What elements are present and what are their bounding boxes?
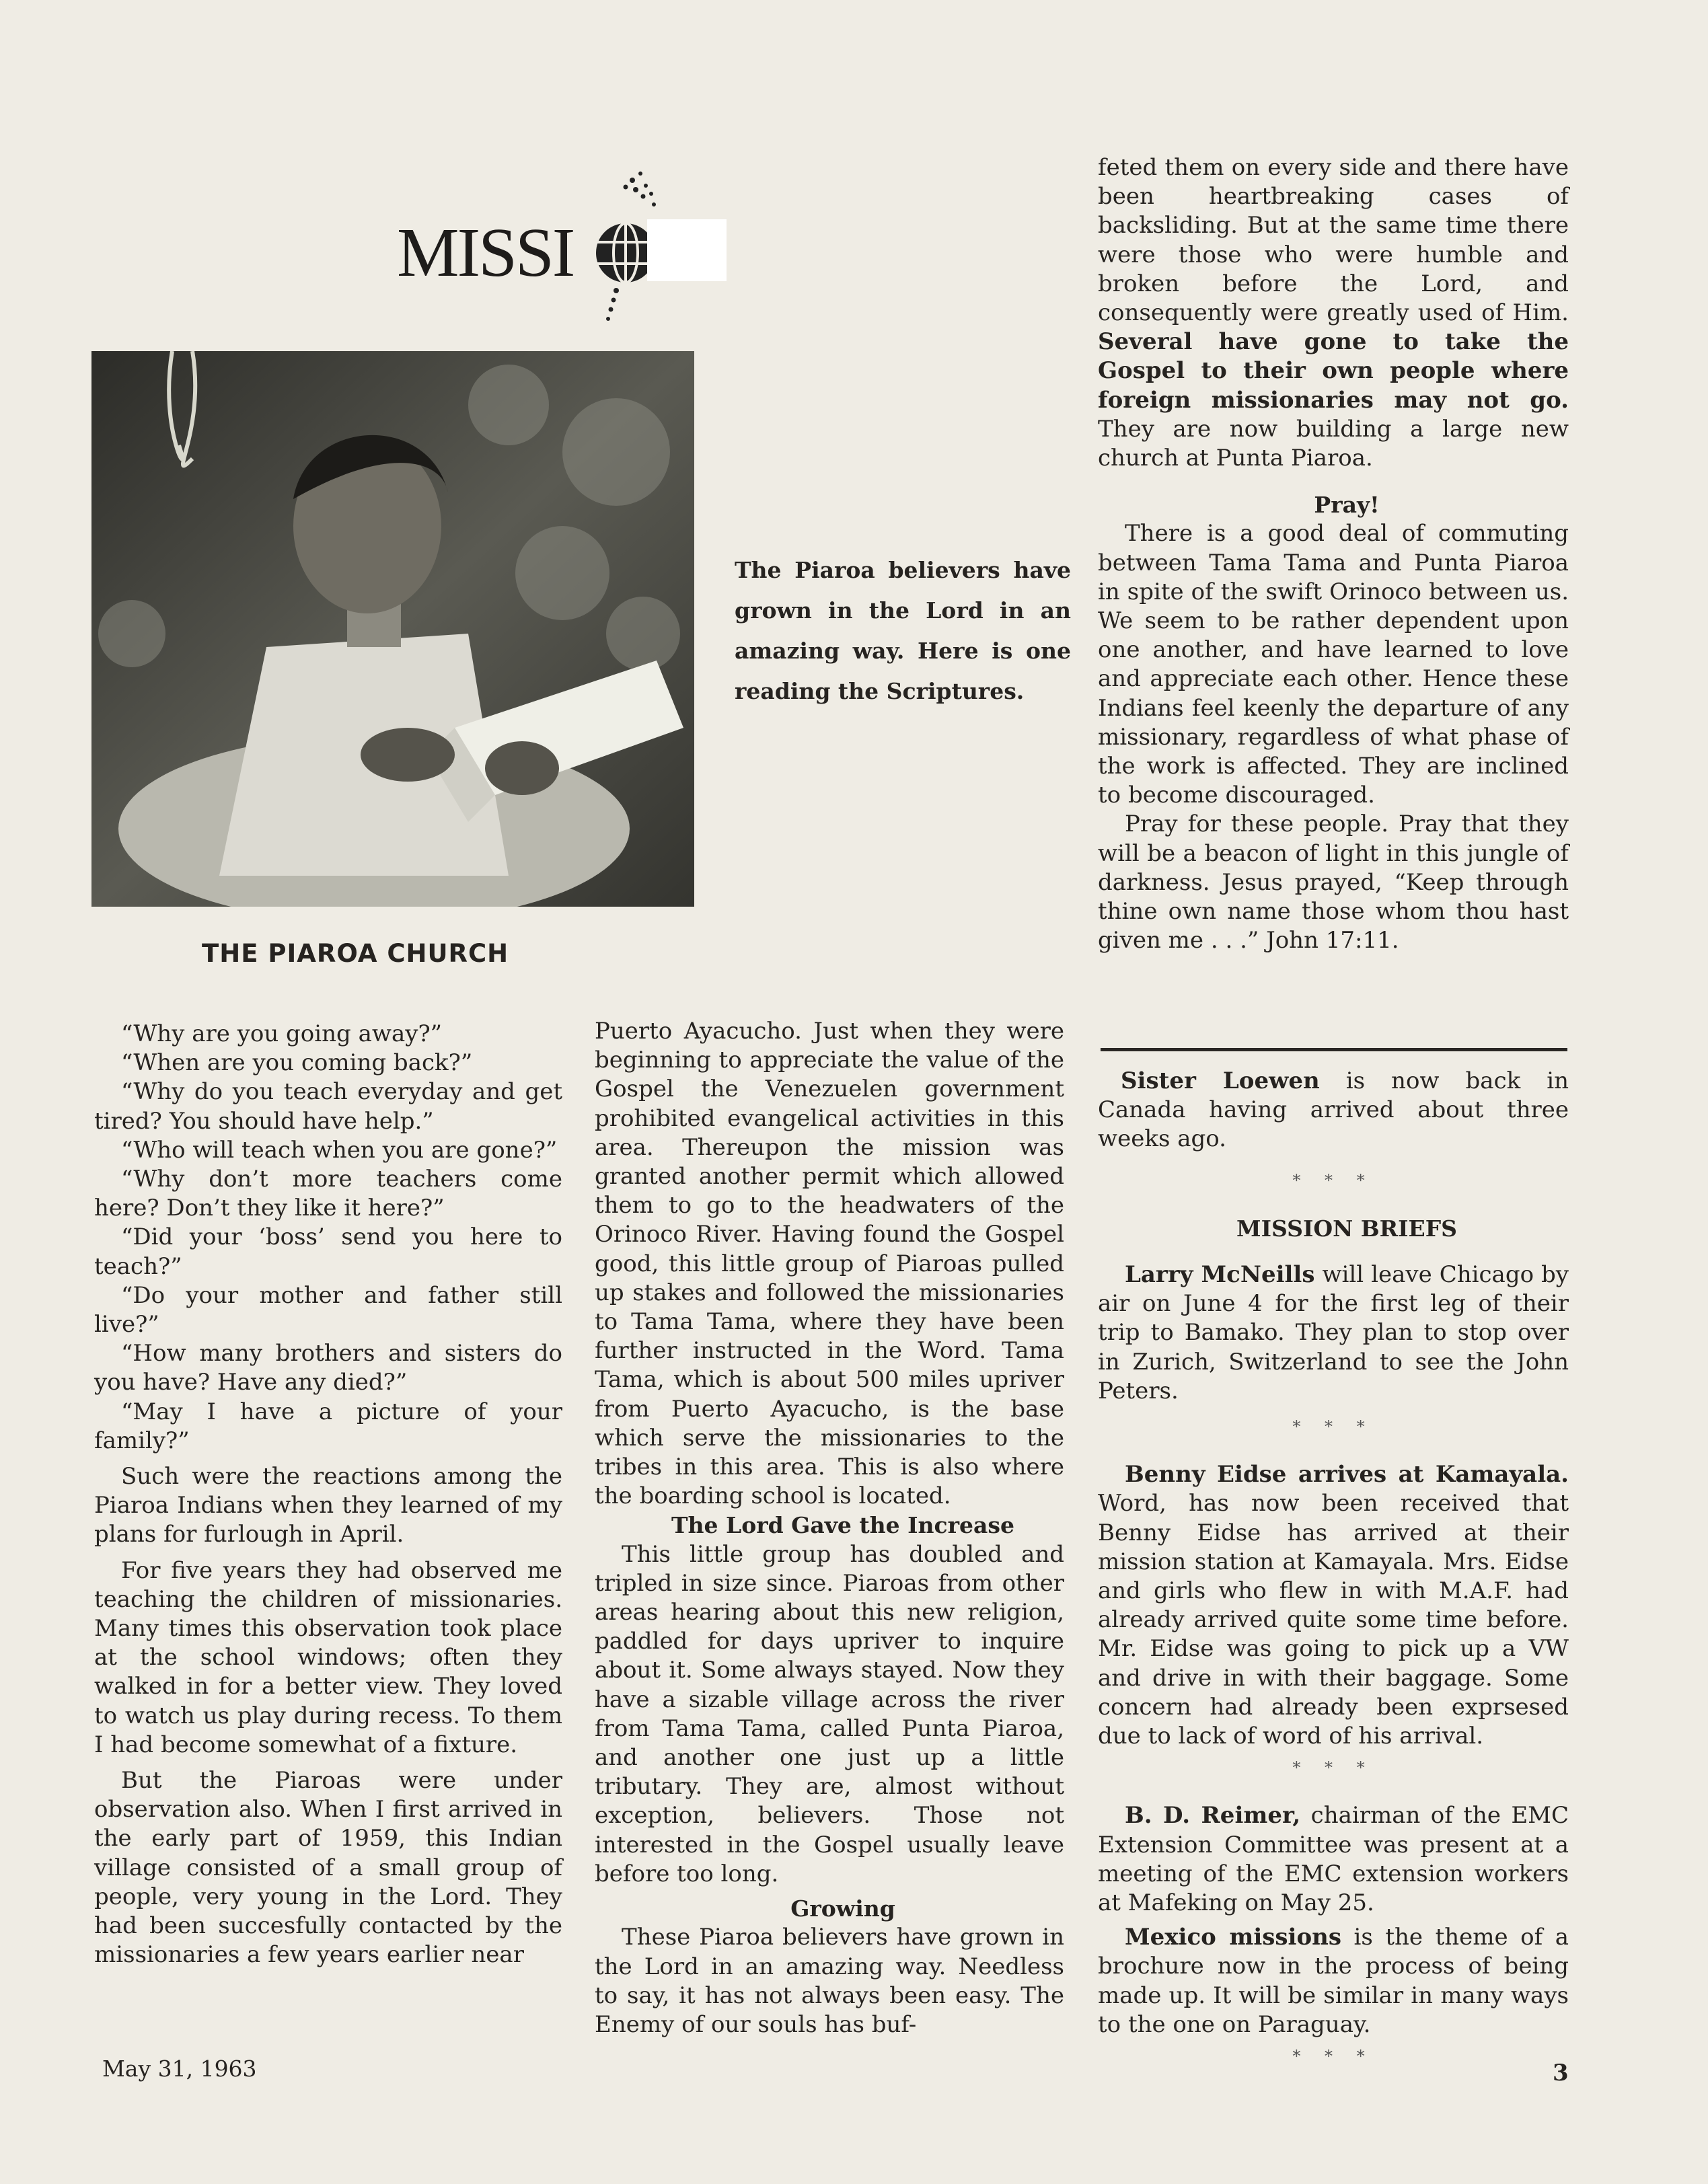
brief-item xyxy=(1098,1923,1569,2039)
brief-name: Mexico missions xyxy=(1125,1924,1342,1951)
brief-item xyxy=(1098,1067,1569,1154)
separator-stars: * * * xyxy=(1292,1417,1374,1437)
brief-item xyxy=(1098,1801,1569,1918)
separator-stars: * * * xyxy=(1292,2047,1374,2066)
paragraph: “Did your ‘boss’ send you here to teach?” xyxy=(94,1223,562,1280)
brief-name: Sister Loewen xyxy=(1121,1067,1320,1094)
subheading: Pray! xyxy=(1314,492,1380,519)
brief-text: is now back in Canada having arrived about three weeks ago. xyxy=(1098,1067,1569,1153)
paragraph: There is a good deal of commuting between Tama Tama and Punta Piaroa in spite of the swift Orinoco between us. We seem to be rather dependent upon one another, and have learned to love and appreciate each other. Hence these Indians feel keenly the departure of any missionary, regardless of what phase of the work is affected. They are inclined to become discouraged. xyxy=(1098,520,1569,809)
missions-logo xyxy=(397,167,747,328)
page-number: 3 xyxy=(1553,2060,1569,2086)
text-run: They are now building a large new church at Punta Piaroa. xyxy=(1098,415,1569,472)
issue-date: May 31, 1963 xyxy=(102,2056,257,2082)
paragraph: Such were the reactions among the Piaroa Indians when they learned of my plans for furlough in April. xyxy=(94,1463,562,1548)
brief-name: B. D. Reimer, xyxy=(1125,1802,1301,1830)
subheading: The Lord Gave the Increase xyxy=(671,1512,1014,1539)
paragraph: “Do your mother and father still live?” xyxy=(94,1281,562,1339)
brief-text: is the theme of a brochure now in the process of being made up. It will be similar in many ways to the one on Paraguay. xyxy=(1098,1924,1569,2038)
logo-text: MISSI xyxy=(397,214,574,291)
article-column-3 xyxy=(1098,153,1569,955)
paragraph: “When are you coming back?” xyxy=(121,1049,473,1077)
paragraph: But the Piaroas were under observation also. When I first arrived in the early part of 1959, this Indian village consisted of a small group of people, very young in the Lord. They had been succesfully contacted by the missionaries a few years earlier near xyxy=(94,1767,562,1969)
photo-caption: The Piaroa believers have grown in the Lord in an amazing way. Here is one reading the Scriptures. xyxy=(735,557,1071,704)
separator-stars: * * * xyxy=(1292,1758,1374,1778)
emphasis-text: Several have gone to take the Gospel to their own people where foreign missionaries may not go. xyxy=(1098,328,1569,414)
article-column-1 xyxy=(94,1020,562,1970)
logo-redaction xyxy=(647,219,727,281)
paragraph: Pray for these people. Pray that they will be a beacon of light in this jungle of darkness. Jesus prayed, “Keep through thine own name those whom thou hast given me . . .” John 17:11. xyxy=(1098,811,1569,954)
paragraph: “Why don’t more teachers come here? Don’t they like it here?” xyxy=(94,1166,562,1222)
paragraph: “May I have a picture of your family?” xyxy=(94,1398,562,1454)
brief-text: will leave Chicago by air on June 4 for the first leg of their trip to Bamako. They plan to stop over in Zurich, Switzerland to see the John Peters. xyxy=(1098,1261,1569,1404)
brief-item xyxy=(1098,1260,1569,1406)
paragraph: “Why are you going away?” xyxy=(121,1020,443,1047)
article-column-2 xyxy=(595,1017,1064,2039)
text-run: feted them on every side and there have been heartbreaking cases of backsliding. But at the same time there were those who were humble and broken before the Lord, and consequently were greatly used of Him. xyxy=(1098,154,1569,327)
section-divider xyxy=(1101,1048,1567,1051)
paragraph: “Why do you teach everyday and get tired? You should have help.” xyxy=(94,1078,562,1135)
paragraph xyxy=(1098,153,1569,473)
brief-name: Benny Eidse arrives at Kamayala. xyxy=(1125,1461,1569,1489)
brief-text: chairman of the EMC Extension Committee was present at a meeting of the EMC extension workers at Mafeking on May 25. xyxy=(1098,1802,1569,1917)
brief-item xyxy=(1098,1460,1569,1751)
mission-briefs-heading: MISSION BRIEFS xyxy=(1236,1215,1457,1242)
paragraph: This little group has doubled and tripled in size since. Piaroas from other areas hearing about this new religion, paddled for days upriver to inquire about it. Some always stayed. Now they have a sizable village across the river from Tama Tama, called Punta Piaroa, and another one just up a little tributary. They are, almost without exception, believers. Those not interested in the Gospel usually leave before too long. xyxy=(595,1540,1064,1887)
mission-briefs-column xyxy=(1098,1067,1569,2071)
separator-stars: * * * xyxy=(1292,1170,1374,1190)
brief-text: Word, has now been received that Benny Eidse has arrived at their mission station at Kamayala. Mrs. Eidse and girls who flew in with M.A.F. had already arrived quite some time before. Mr. Eidse was going to pick up a VW and drive in with their baggage. Some concern had already been exprsesed due to lack of word of his arrival. xyxy=(1098,1490,1569,1750)
article-title: THE PIAROA CHURCH xyxy=(202,939,509,968)
paragraph: “Who will teach when you are gone?” xyxy=(121,1136,558,1164)
paragraph: Puerto Ayacucho. Just when they were beginning to appreciate the value of the Gospel the Venezuelen government prohibited evangelical activities in this area. Thereupon the mission was granted another permit which allowed them to go to the headwaters of the Orinoco River. Having found the Gospel good, this little group of Piaroas pulled up stakes and followed the missionaries to Tama Tama, where they have been further instructed in the Word. Tama Tama, which is about 500 miles upriver from Puerto Ayacucho, is the base which serve the missionaries to the tribes in this area. This is also where the boarding school is located. xyxy=(595,1018,1064,1510)
photo-piaroa-reader xyxy=(91,351,694,907)
brief-name: Larry McNeills xyxy=(1125,1261,1315,1289)
paragraph: These Piaroa believers have grown in the Lord in an amazing way. Needless to say, it has not always been easy. The Enemy of our souls has buf- xyxy=(595,1924,1064,2038)
subheading: Growing xyxy=(790,1895,895,1922)
paragraph: For five years they had observed me teaching the children of missionaries. Many times this observation took place at the school windows; often they walked in for a better view. They loved to watch us play during recess. To them I had become somewhat of a fixture. xyxy=(94,1556,562,1758)
paragraph: “How many brothers and sisters do you have? Have any died?” xyxy=(94,1340,562,1396)
